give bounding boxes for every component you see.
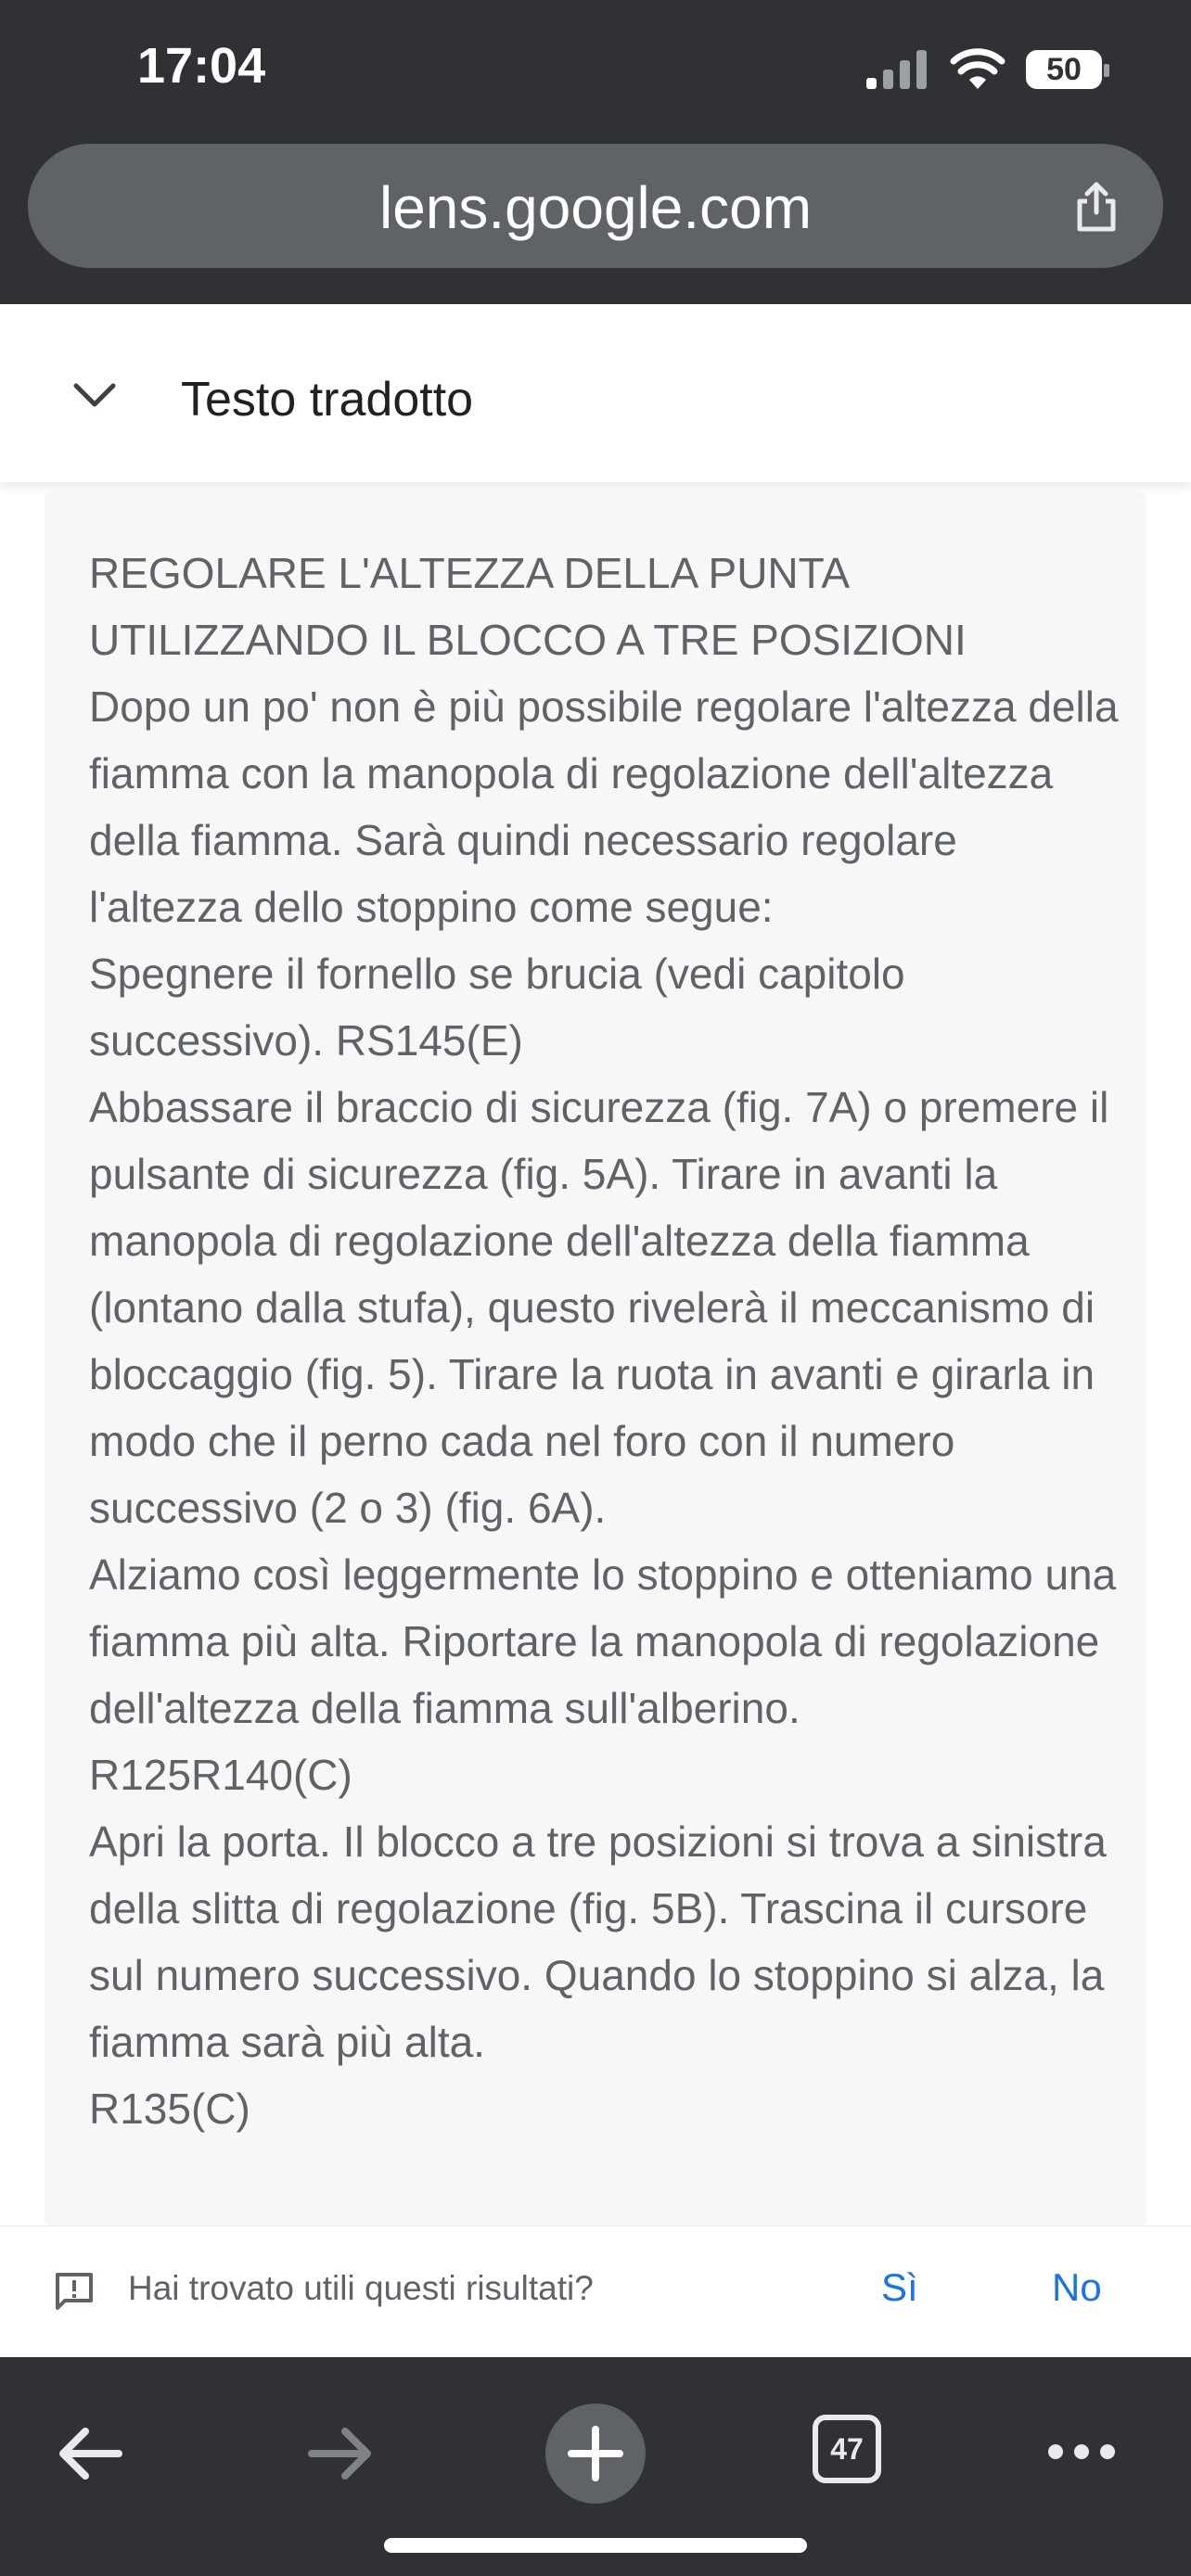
text-paragraph: Alziamo così leggermente lo stoppino e otteniamo una fiamma più alta. Riportare la manopola di regolazione dell'altezza della fiamma sull'alberino. bbox=[89, 1550, 1117, 1732]
feedback-question: Hai trovato utili questi risultati? bbox=[128, 2269, 594, 2307]
text-paragraph: REGOLARE L'ALTEZZA DELLA PUNTA UTILIZZANDO IL BLOCCO A TRE POSIZIONI bbox=[89, 549, 967, 664]
translated-text-card bbox=[45, 491, 1146, 2225]
text-paragraph: Spegnere il fornello se brucia (vedi capitolo successivo). RS145(E) bbox=[89, 950, 905, 1065]
more-options-icon[interactable] bbox=[1046, 2441, 1117, 2463]
tab-count: 47 bbox=[830, 2431, 864, 2466]
battery-icon: 50 bbox=[1026, 50, 1102, 89]
panel-title: Testo tradotto bbox=[181, 373, 474, 427]
text-paragraph: R135(C) bbox=[89, 2085, 250, 2133]
share-icon[interactable] bbox=[1069, 179, 1124, 235]
wifi-icon bbox=[950, 48, 1005, 91]
browser-top-bar bbox=[0, 0, 1191, 304]
text-paragraph: Apri la porta. Il blocco a tre posizioni si trova a sinistra della slitta di regolazione (fig. 5B). Trascina il cursore sul numero successivo. Quando lo stoppino si alza, la fiamma sarà più alta. bbox=[89, 1817, 1107, 2066]
feedback-bar bbox=[0, 2225, 1191, 2358]
feedback-yes-button[interactable]: Sì bbox=[881, 2265, 918, 2309]
tab-switcher-button[interactable] bbox=[813, 2415, 881, 2483]
text-paragraph: Abbassare il braccio di sicurezza (fig. 7A) o premere il pulsante di sicurezza (fig. 5A). Tirare in avanti la manopola di regolazione dell'altezza della fiamma (lontano dalla stufa), questo rivelerà il meccanismo di bloccaggio (fig. 5). Tirare la ruota in avanti e girarla in modo che il perno cada nel foro con il numero successivo (2 o 3) (fig. 6A). bbox=[89, 1083, 1109, 1532]
back-arrow-icon[interactable] bbox=[54, 2424, 124, 2483]
feedback-icon bbox=[52, 2269, 96, 2314]
cellular-signal-icon bbox=[866, 50, 929, 89]
url-text: lens.google.com bbox=[378, 174, 813, 241]
panel-header bbox=[0, 304, 1191, 482]
forward-arrow-icon[interactable] bbox=[306, 2424, 377, 2483]
status-icons bbox=[866, 45, 1102, 95]
status-time: 17:04 bbox=[137, 38, 266, 94]
text-paragraph: Dopo un po' non è più possibile regolare l'altezza della fiamma con la manopola di regolazione dell'altezza della fiamma. Sarà quindi necessario regolare l'altezza dello stoppino come segue: bbox=[89, 682, 1119, 931]
chevron-down-icon[interactable] bbox=[70, 380, 119, 410]
translated-text bbox=[89, 540, 1119, 2142]
url-bar[interactable] bbox=[28, 144, 1163, 268]
text-paragraph: R125R140(C) bbox=[89, 1751, 352, 1799]
home-indicator bbox=[384, 2538, 807, 2553]
feedback-no-button[interactable]: No bbox=[1052, 2265, 1102, 2309]
new-tab-plus-icon[interactable] bbox=[545, 2404, 646, 2504]
